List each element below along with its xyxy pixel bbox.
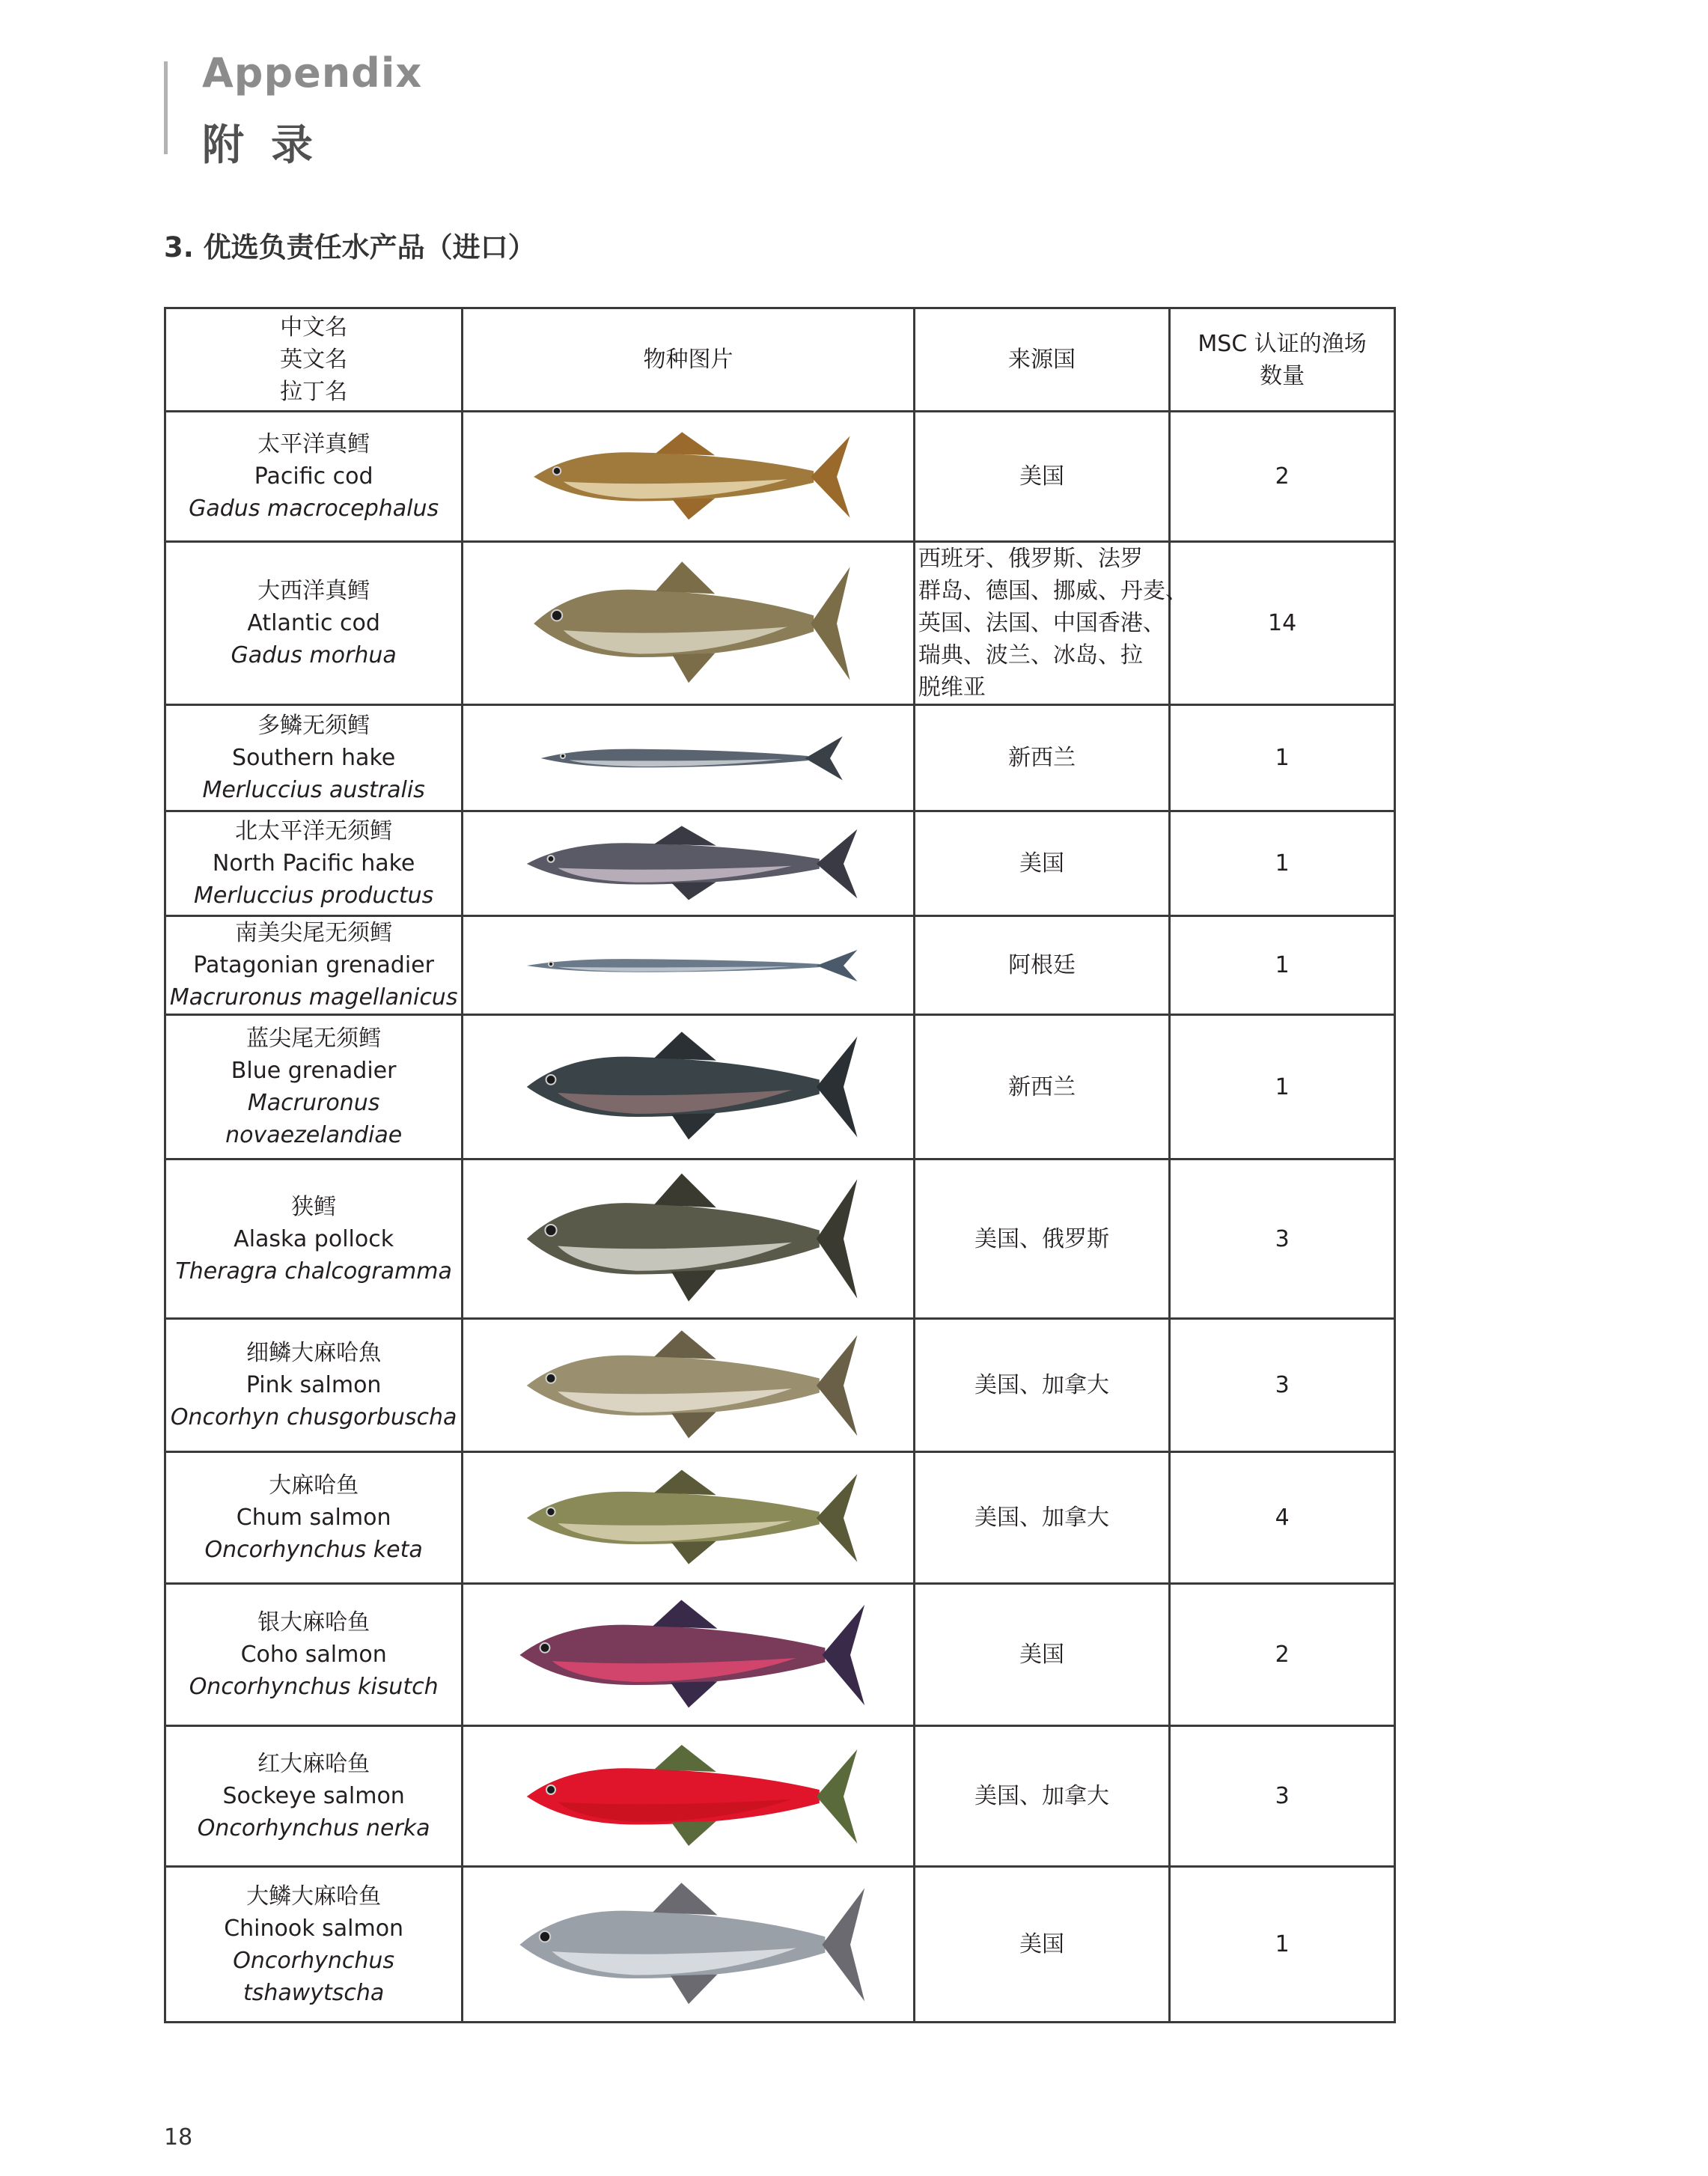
table-row <box>165 811 1395 916</box>
fish-tail <box>816 1335 857 1435</box>
fish-anal-fin <box>672 653 715 683</box>
header-name <box>165 308 463 412</box>
species-name-cn: 大西洋真鳕 <box>257 578 370 604</box>
origin-line: 英国、法国、中国香港、 <box>918 610 1165 636</box>
species-name-cell <box>165 1867 463 2023</box>
fish-dorsal-fin <box>654 1174 716 1208</box>
north-pacific-hake-icon <box>516 823 861 905</box>
species-name-en: Pacific cod <box>254 463 373 490</box>
species-name-en: Chum salmon <box>236 1505 391 1531</box>
msc-count-cell: 1 <box>1170 705 1395 811</box>
origin-cell <box>914 1726 1169 1867</box>
fish-eye <box>546 1374 555 1383</box>
table-row <box>165 1867 1395 2023</box>
species-name-cell <box>165 1319 463 1452</box>
fish-tail <box>805 736 842 780</box>
msc-count-cell: 1 <box>1170 1867 1395 2023</box>
blue-grenadier-icon <box>516 1027 861 1147</box>
header-title-en: Appendix <box>202 49 423 97</box>
msc-count-cell: 2 <box>1170 1584 1395 1726</box>
species-picture-cell <box>463 705 915 811</box>
fish-anal-fin <box>671 1113 716 1139</box>
header-origin: 来源国 <box>914 308 1169 412</box>
species-name-cn: 银大麻哈鱼 <box>257 1609 370 1636</box>
origin-cell <box>914 705 1169 811</box>
section-title: 3. 优选负责任水产品（进口） <box>164 231 536 263</box>
origin-cell <box>914 1159 1169 1319</box>
species-table <box>164 307 1396 2023</box>
chinook-salmon-icon <box>509 1877 868 2012</box>
header-msc-line2: 数量 <box>1260 362 1305 389</box>
fish-tail <box>816 1474 857 1562</box>
species-name-latin: Merluccius australis <box>202 777 425 803</box>
fish-eye <box>561 754 565 758</box>
species-name-en: Patagonian grenadier <box>193 952 434 978</box>
header-title-cn: 附录 <box>202 121 340 170</box>
origin-line: 美国 <box>1019 463 1065 490</box>
fish-anal-fin <box>671 1974 717 2004</box>
species-name-en: Atlantic cod <box>247 610 380 636</box>
species-name-cell <box>165 412 463 542</box>
patagonian-grenadier-icon <box>516 947 861 984</box>
pink-salmon-icon <box>516 1326 861 1445</box>
alaska-pollock-icon <box>516 1168 861 1310</box>
species-name-cell <box>165 811 463 916</box>
species-name-cell <box>165 1015 463 1159</box>
table-row <box>165 412 1395 542</box>
header-msc <box>1170 308 1395 412</box>
origin-cell <box>914 1584 1169 1726</box>
msc-count-cell: 1 <box>1170 1015 1395 1159</box>
table-row <box>165 1319 1395 1452</box>
species-picture-cell <box>463 1015 915 1159</box>
species-name-latin: Oncorhyn chusgorbuscha <box>170 1404 457 1430</box>
fish-eye <box>549 961 553 966</box>
fish-dorsal-fin <box>654 1330 716 1359</box>
msc-count-cell: 4 <box>1170 1452 1395 1584</box>
fish-anal-fin <box>671 1821 716 1846</box>
table-header-row <box>165 308 1395 412</box>
species-name-cn: 多鳞无须鳕 <box>257 713 370 739</box>
species-name-cell <box>165 1452 463 1584</box>
header-name-latin: 拉丁名 <box>280 379 348 405</box>
origin-line: 美国 <box>1019 1642 1065 1668</box>
fish-anal-fin <box>671 1412 716 1438</box>
species-name-latin: Merluccius productus <box>194 883 434 909</box>
species-name-cell <box>165 1726 463 1867</box>
origin-line: 脱维亚 <box>918 674 986 701</box>
species-picture-cell <box>463 1584 915 1726</box>
origin-cell <box>914 412 1169 542</box>
origin-line: 美国 <box>1019 850 1065 877</box>
species-name-en: Southern hake <box>232 745 396 771</box>
msc-count-cell: 2 <box>1170 412 1395 542</box>
origin-cell <box>914 1452 1169 1584</box>
header-msc-line1: MSC 认证的渔场 <box>1198 330 1367 357</box>
fish-dorsal-fin <box>653 1883 717 1915</box>
species-name-latin: tshawytscha <box>243 1979 385 2006</box>
fish-tail <box>816 950 857 981</box>
species-picture-cell <box>463 811 915 916</box>
fish-eye <box>546 1508 555 1516</box>
atlantic-cod-icon <box>524 556 853 691</box>
species-picture-cell <box>463 1319 915 1452</box>
species-name-latin: Macruronus <box>247 1090 380 1116</box>
species-name-cn: 细鳞大麻哈魚 <box>246 1340 382 1366</box>
fish-eye <box>539 1931 549 1942</box>
origin-line: 群岛、德国、挪威、丹麦、 <box>918 578 1188 604</box>
fish-dorsal-fin <box>653 1600 717 1628</box>
header-name-cn: 中文名 <box>280 314 348 341</box>
species-name-cell <box>165 1584 463 1726</box>
header-accent-bar <box>164 61 168 154</box>
origin-line: 美国、俄罗斯 <box>975 1225 1110 1252</box>
species-name-cell <box>165 542 463 705</box>
origin-cell <box>914 916 1169 1015</box>
fish-tail <box>816 1037 857 1137</box>
fish-eye <box>547 856 554 862</box>
origin-line: 新西兰 <box>1008 1073 1076 1100</box>
species-name-latin: Oncorhynchus kisutch <box>189 1674 439 1700</box>
species-name-en: Chinook salmon <box>224 1915 404 1942</box>
fish-dorsal-fin <box>656 432 715 455</box>
fish-eye <box>540 1643 549 1653</box>
fish-eye <box>546 1785 555 1794</box>
species-name-cn: 蓝尖尾无须鳕 <box>246 1025 382 1052</box>
fish-eye <box>545 1225 556 1236</box>
msc-count-cell: 1 <box>1170 811 1395 916</box>
msc-count-cell: 3 <box>1170 1159 1395 1319</box>
species-name-cn: 太平洋真鳕 <box>257 431 370 457</box>
fish-tail <box>816 1179 857 1299</box>
origin-line: 美国、加拿大 <box>975 1372 1110 1398</box>
species-name-cn: 大鳞大麻哈鱼 <box>246 1883 382 1910</box>
fish-dorsal-fin <box>654 826 716 845</box>
species-name-cell <box>165 705 463 811</box>
header-picture: 物种图片 <box>463 308 915 412</box>
table-row <box>165 1015 1395 1159</box>
table-row <box>165 542 1395 705</box>
southern-hake-icon <box>531 732 846 784</box>
fish-dorsal-fin <box>656 561 715 594</box>
fish-tail <box>822 1604 864 1704</box>
fish-dorsal-fin <box>654 1745 716 1772</box>
origin-line: 阿根廷 <box>1008 952 1076 978</box>
species-name-en: Coho salmon <box>240 1642 387 1668</box>
msc-count-cell: 3 <box>1170 1726 1395 1867</box>
fish-tail <box>811 436 850 517</box>
species-picture-cell <box>463 1726 915 1867</box>
fish-anal-fin <box>671 1540 716 1564</box>
fish-tail <box>816 1749 857 1844</box>
species-picture-cell <box>463 1159 915 1319</box>
origin-cell <box>914 1319 1169 1452</box>
origin-line: 瑞典、波兰、冰岛、拉 <box>918 642 1143 668</box>
msc-count-cell: 1 <box>1170 916 1395 1015</box>
species-name-latin: Oncorhynchus keta <box>204 1537 423 1563</box>
species-name-en: Pink salmon <box>245 1372 382 1398</box>
table-row <box>165 916 1395 1015</box>
origin-cell <box>914 1867 1169 2023</box>
species-picture-cell <box>463 542 915 705</box>
species-name-en: Alaska pollock <box>234 1225 394 1252</box>
species-name-latin: Theragra chalcogramma <box>175 1258 452 1284</box>
fish-tail <box>811 567 850 680</box>
fish-tail <box>816 829 857 897</box>
origin-line: 美国、加拿大 <box>975 1783 1110 1809</box>
fish-tail <box>822 1888 864 2001</box>
chum-salmon-icon <box>516 1466 861 1570</box>
msc-count-cell: 14 <box>1170 542 1395 705</box>
species-name-latin: Gadus macrocephalus <box>189 496 439 522</box>
species-name-latin: Gadus morhua <box>231 642 397 668</box>
sockeye-salmon-icon <box>516 1740 861 1853</box>
msc-count-cell: 3 <box>1170 1319 1395 1452</box>
fish-eye <box>546 1075 555 1085</box>
pacific-cod-icon <box>524 428 853 525</box>
table-row <box>165 1159 1395 1319</box>
species-name-cn: 南美尖尾无须鳕 <box>235 920 393 946</box>
origin-cell <box>914 811 1169 916</box>
species-picture-cell <box>463 1452 915 1584</box>
fish-eye <box>552 467 560 475</box>
species-name-latin: Oncorhynchus <box>233 1947 395 1974</box>
fish-anal-fin <box>671 1270 716 1302</box>
fish-anal-fin <box>671 1681 717 1707</box>
species-name-cn: 大麻哈鱼 <box>269 1472 359 1499</box>
species-name-cell <box>165 1159 463 1319</box>
species-name-cn: 北太平洋无须鳕 <box>235 818 393 844</box>
species-name-en: Blue grenadier <box>231 1058 397 1084</box>
page-number: 18 <box>164 2124 193 2151</box>
fish-anal-fin <box>671 882 716 900</box>
species-name-latin: novaezelandiae <box>225 1122 403 1148</box>
species-name-latin: Oncorhynchus nerka <box>197 1815 430 1841</box>
species-name-cell <box>165 916 463 1015</box>
species-name-latin: Macruronus magellanicus <box>169 984 458 1011</box>
header-name-en: 英文名 <box>280 347 348 373</box>
coho-salmon-icon <box>509 1595 868 1715</box>
table-row <box>165 1726 1395 1867</box>
origin-line: 西班牙、俄罗斯、法罗 <box>918 546 1143 572</box>
table-row <box>165 1584 1395 1726</box>
fish-eye <box>551 610 561 621</box>
fish-anal-fin <box>672 498 715 519</box>
table-row <box>165 705 1395 811</box>
table-row <box>165 1452 1395 1584</box>
fish-dorsal-fin <box>654 1469 716 1495</box>
species-name-cn: 狭鳕 <box>291 1193 337 1220</box>
origin-line: 美国 <box>1019 1931 1065 1957</box>
species-picture-cell <box>463 412 915 542</box>
species-picture-cell <box>463 916 915 1015</box>
origin-cell <box>914 1015 1169 1159</box>
species-picture-cell <box>463 1867 915 2023</box>
fish-dorsal-fin <box>654 1031 716 1060</box>
species-name-cn: 红大麻哈鱼 <box>257 1751 370 1777</box>
origin-line: 新西兰 <box>1008 745 1076 771</box>
species-name-en: Sockeye salmon <box>222 1783 405 1809</box>
species-name-en: North Pacific hake <box>212 850 415 877</box>
origin-line: 美国、加拿大 <box>975 1505 1110 1531</box>
origin-cell <box>914 542 1188 705</box>
